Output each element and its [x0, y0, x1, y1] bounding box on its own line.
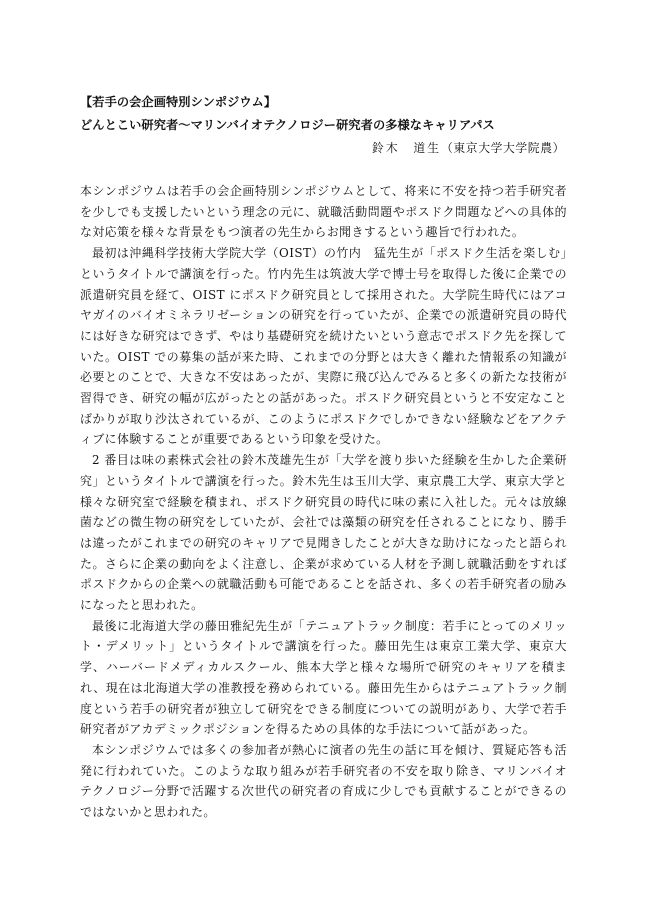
report-body	[80, 181, 567, 823]
author-line	[372, 140, 565, 156]
paragraph-conclusion: 本シンポジウムでは多くの参加者が熱心に演者の先生の話に耳を傾け、質疑応答も活発に行われていた。このような取り組みが若手研究者の不安を取り除き、マリンバイオテクノロジー分野で活躍する次世代の研究者の育成に少しでも貢献することができるのではないかと思われた。	[80, 742, 567, 820]
symposium-title: 【若手の会企画特別シンポジウム】	[80, 95, 277, 109]
paragraph-second-speaker: 2 番目は味の素株式会社の鈴木茂雄先生が「大学を渡り歩いた経験を生かした企業研究」というタイトルで講演を行った。鈴木先生は玉川大学、東京農工大学、東京大学と様々な研究室で経験を積まれ、ポスドク研究員の時代に味の素に入社した。元々は放線菌などの微生物の研究をしていたが、会社では藻類の研究を任されることになり、勝手は違ったがこれまでの研究のキャリアで見聞きしたことが大きな助けになったと語られた。さらに企業の動向をよく注意し、企業が求めている人材を予測し就職活動をすればポスドクからの企業への就職活動も可能であることを話され、多くの若手研究者の励みになったと思われた。	[80, 453, 567, 613]
paragraph-first-speaker: 最初は沖縄科学技術大学院大学（OIST）の竹内 猛先生が「ポスドク生活を楽しむ」というタイトルで講演を行った。竹内先生は筑波大学で博士号を取得した後に企業での派遣研究員を経て、OIST にポスドク研究員として採用された。大学院生時代にはアコヤガイのバイオミネラリゼーションの研究を行っていたが、企業での派遣研究員の時代には好きな研究はできず、やはり基礎研究を続けたいという意志でポスドク先を探していた。OIST での募集の話が来た時、これまでの分野とは大きく離れた情報系の知識が必要とのことで、大きな不安はあったが、実際に飛び込んでみると多くの新たな技術が習得でき、研究の幅が広がったとの話があった。ポスドク研究員というと不安定なことばかりが取り沙汰されているが、このようにポスドクでしかできない経験などをアクティブに体験することが重要であるという印象を受けた。	[80, 246, 567, 447]
author-affiliation: （東京大学大学院農）	[441, 141, 565, 155]
author-name: 鈴木 道生	[372, 141, 442, 155]
paragraph-intro: 本シンポジウムは若手の会企画特別シンポジウムとして、将来に不安を持つ若手研究者を少しでも支援したいという理念の元に、就職活動問題やポスドク問題などへの具体的な対応策を様々な背景をもつ演者の先生からお聞きするという趣旨で行われた。	[80, 184, 567, 240]
paragraph-third-speaker: 最後に北海道大学の藤田雅紀先生が「テニュアトラック制度：若手にとってのメリット・デメリット」というタイトルで講演を行った。藤田先生は東京工業大学、東京大学、ハーバードメディカルスクール、熊本大学と様々な場所で研究のキャリアを積まれ、現在は北海道大学の准教授を務められている。藤田先生からはテニュアトラック制度という若手の研究者が独立して研究をできる制度についての説明があり、大学で若手研究者がアカデミックポジションを得るための具体的な手法について話があった。	[80, 618, 567, 737]
report-title: どんとこい研究者〜マリンバイオテクノロジー研究者の多様なキャリアパス	[80, 118, 495, 132]
